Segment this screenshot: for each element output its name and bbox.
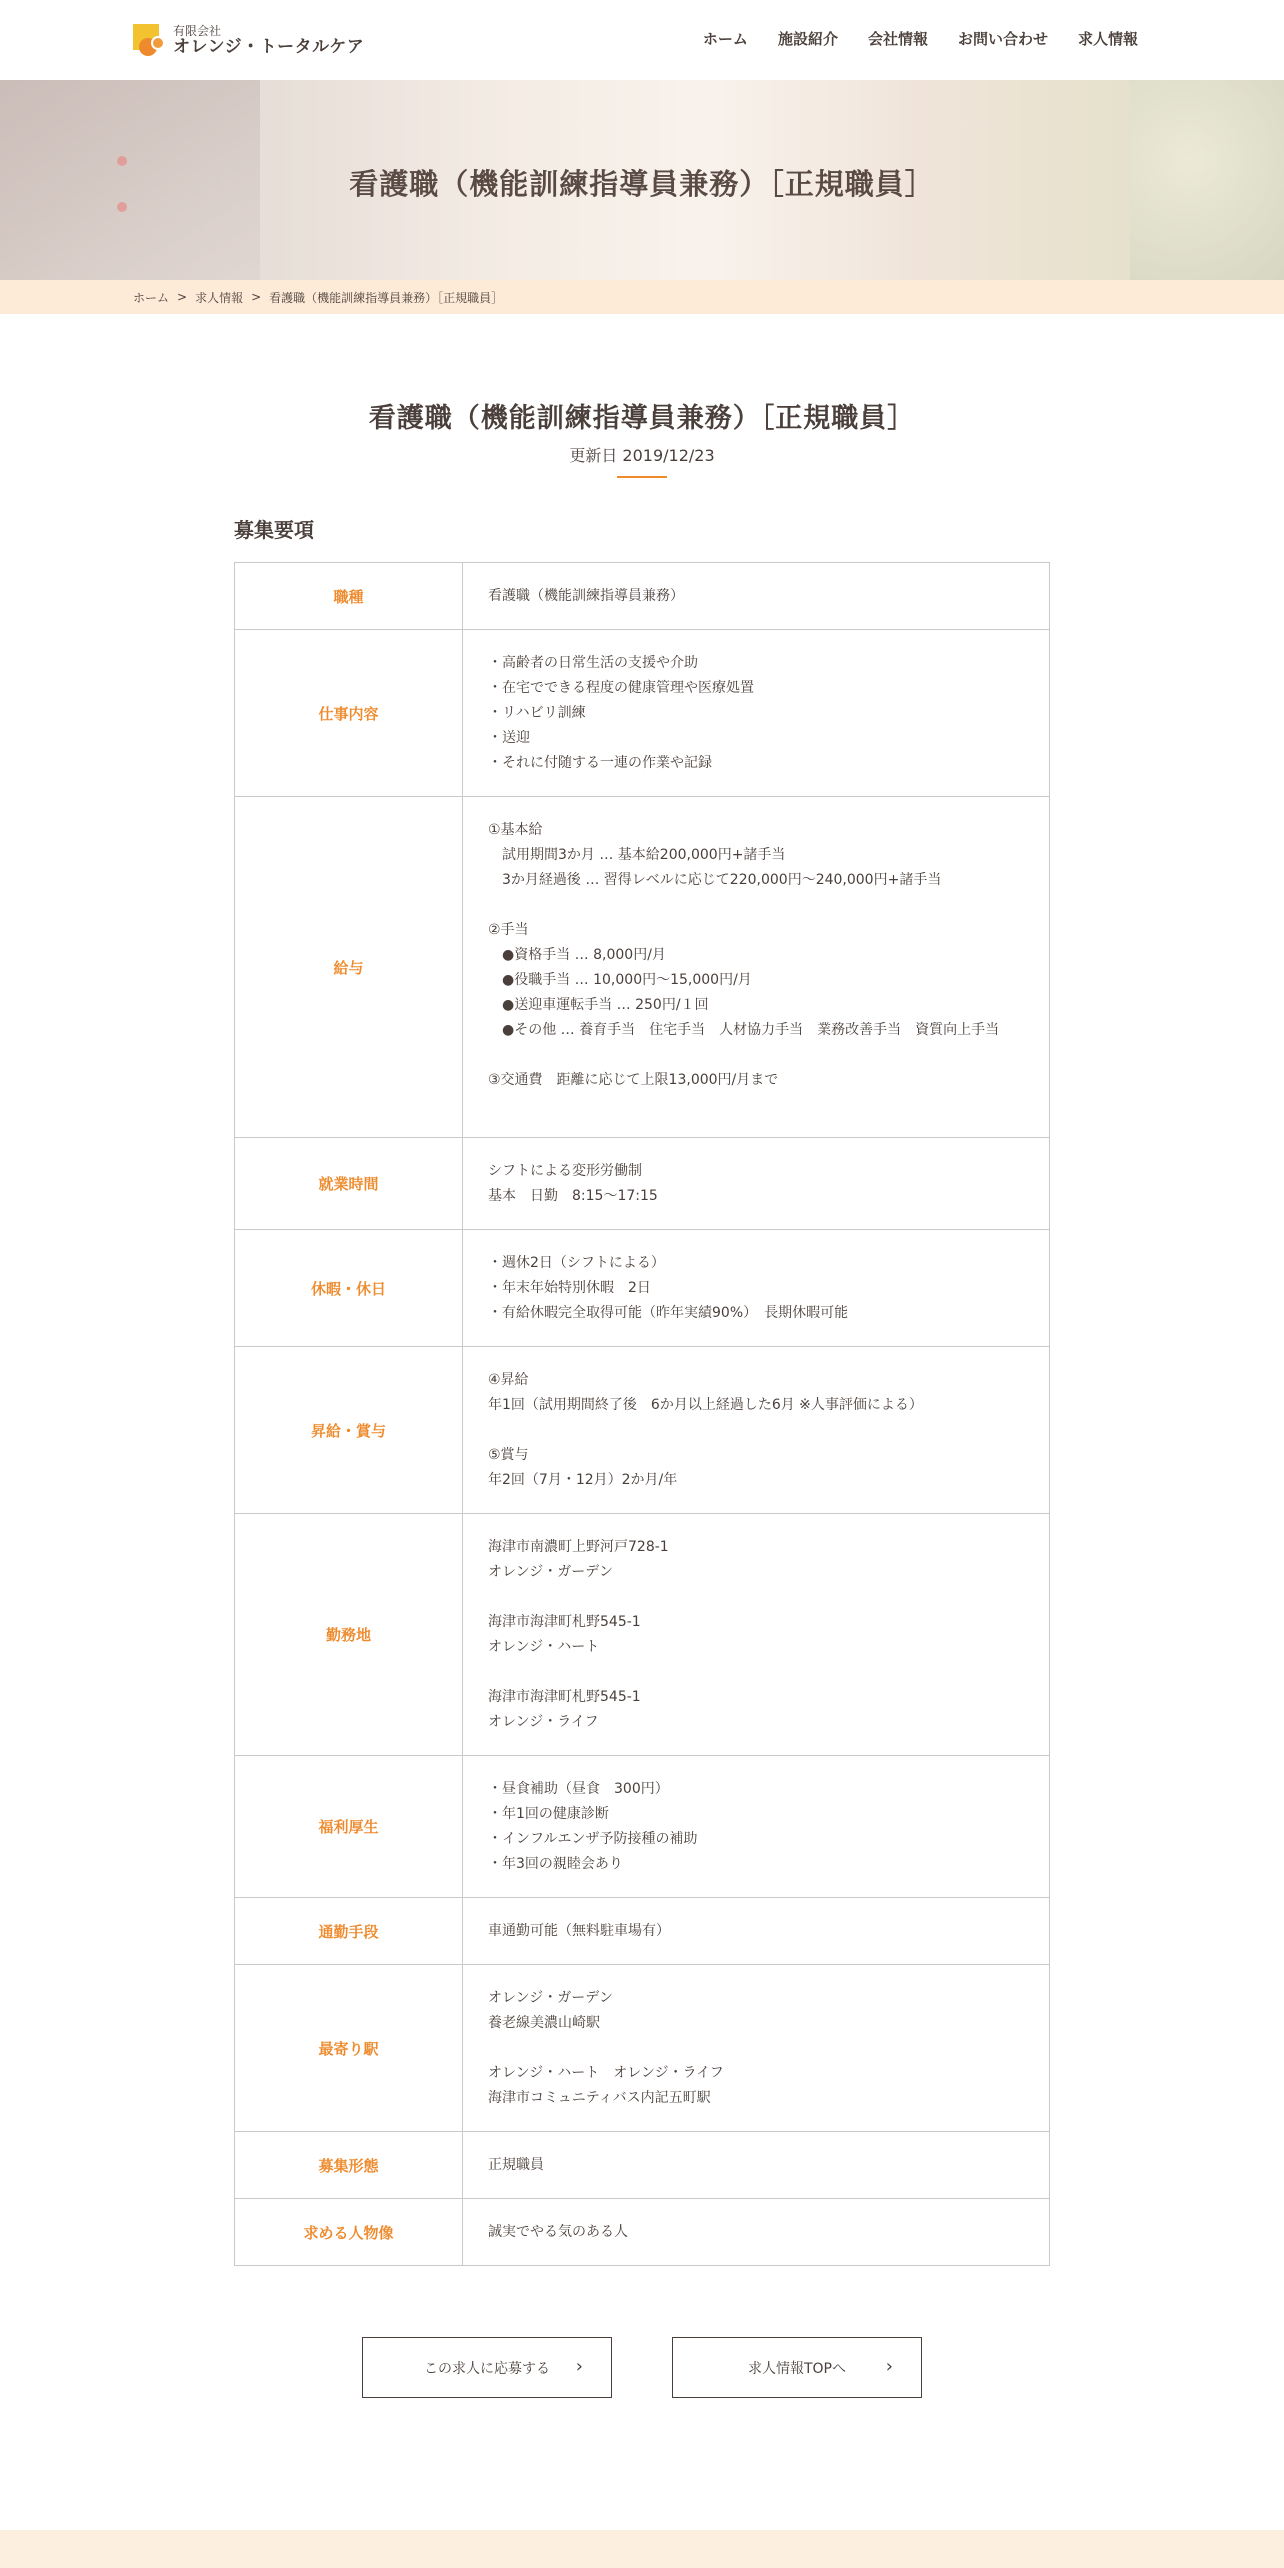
row-value-occupation: 看護職（機能訓練指導員兼務）: [463, 563, 1050, 630]
row-value-employment-type: 正規職員: [463, 2132, 1050, 2199]
row-label-ideal-candidate: 求める人物像: [235, 2199, 463, 2266]
breadcrumb-separator: >: [177, 290, 188, 304]
job-title: 看護職（機能訓練指導員兼務）［正規職員］: [368, 403, 916, 434]
table-row: [235, 2199, 1050, 2266]
nav-contact[interactable]: お問い合わせ: [957, 30, 1048, 48]
table-row: [235, 1898, 1050, 1965]
chevron-right-icon: ›: [575, 2356, 583, 2377]
table-row: [235, 1347, 1050, 1514]
logo-company-type: 有限会社: [173, 24, 222, 39]
nav-home[interactable]: ホーム: [702, 30, 748, 48]
site-header: [0, 0, 1284, 80]
breadcrumb: [0, 280, 1284, 314]
table-row: [235, 1965, 1050, 2132]
job-details-table: [234, 562, 1050, 2266]
row-label-occupation: 職種: [235, 563, 463, 630]
row-label-raise-bonus: 昇給・賞与: [235, 1347, 463, 1514]
row-label-salary: 給与: [235, 797, 463, 1138]
row-label-commute: 通勤手段: [235, 1898, 463, 1965]
breadcrumb-current: 看護職（機能訓練指導員兼務）［正規職員］: [269, 290, 504, 305]
table-row: [235, 630, 1050, 797]
nav-facilities[interactable]: 施設紹介: [777, 30, 838, 48]
jobs-top-button-label: 求人情報TOPへ: [747, 2360, 846, 2377]
row-value-salary: ①基本給 試用期間3か月 … 基本給200,000円+諸手当 3か月経過後 … 習得レベルに応じて220,000円〜240,000円+諸手当 ②手当 ●資格手当 … 8,000円/月 ●役職手当 … 10,000円〜15,000円/月 ●送迎車運転手当 … 250円/１回 ●その他 … 養育手当 住宅手当 人材協力手当 業務改善手当 資質向上手当 ③交通費 距離に応じて上限13,000円/月まで: [463, 797, 1050, 1138]
jobs-top-button[interactable]: [672, 2337, 922, 2398]
site-footer: [0, 2530, 1284, 2568]
hero-title: 看護職（機能訓練指導員兼務）［正規職員］: [349, 167, 935, 201]
row-label-workplace: 勤務地: [235, 1514, 463, 1756]
apply-button[interactable]: [362, 2337, 612, 2398]
orange-logo-icon: [133, 24, 167, 58]
hero-banner: [0, 80, 1284, 280]
row-label-holidays: 休暇・休日: [235, 1230, 463, 1347]
row-value-commute: 車通勤可能（無料駐車場有）: [463, 1898, 1050, 1965]
row-label-hours: 就業時間: [235, 1138, 463, 1230]
row-value-hours: シフトによる変形労働制 基本 日勤 8:15〜17:15: [463, 1138, 1050, 1230]
table-row: [235, 1138, 1050, 1230]
apply-button-label: この求人に応募する: [424, 2360, 550, 2377]
table-row: [235, 1514, 1050, 1756]
logo-company-name: オレンジ・トータルケア: [173, 37, 365, 58]
table-row: [235, 1756, 1050, 1898]
row-value-workplace: 海津市南濃町上野河戸728-1 オレンジ・ガーデン 海津市海津町札野545-1 オレンジ・ハート 海津市海津町札野545-1 オレンジ・ライフ: [463, 1514, 1050, 1756]
table-row: [235, 2132, 1050, 2199]
row-value-holidays: ・週休2日（シフトによる） ・年末年始特別休暇 2日 ・有給休暇完全取得可能（昨年実績90%） 長期休暇可能: [463, 1230, 1050, 1347]
breadcrumb-separator: >: [251, 290, 262, 304]
update-date: 更新日 2019/12/23: [569, 446, 715, 465]
row-value-duties: ・高齢者の日常生活の支援や介助 ・在宅でできる程度の健康管理や医療処置 ・リハビリ訓練 ・送迎 ・それに付随する一連の作業や記録: [463, 630, 1050, 797]
table-row: [235, 1230, 1050, 1347]
breadcrumb-jobs[interactable]: 求人情報: [195, 290, 244, 305]
table-row: [235, 563, 1050, 630]
row-value-nearest-station: オレンジ・ガーデン 養老線美濃山崎駅 オレンジ・ハート オレンジ・ライフ 海津市コミュニティバス内記五町駅: [463, 1965, 1050, 2132]
nav-recruit[interactable]: 求人情報: [1077, 30, 1138, 48]
row-value-ideal-candidate: 誠実でやる気のある人: [463, 2199, 1050, 2266]
site-logo[interactable]: [133, 22, 364, 60]
global-nav: [703, 28, 1138, 49]
nav-company[interactable]: 会社情報: [867, 30, 928, 48]
title-divider: [617, 476, 667, 478]
breadcrumb-home[interactable]: ホーム: [133, 290, 170, 305]
row-label-employment-type: 募集形態: [235, 2132, 463, 2199]
chevron-right-icon: ›: [885, 2356, 893, 2377]
row-value-raise-bonus: ④昇給 年1回（試用期間終了後 6か月以上経過した6月 ※人事評価による） ⑤賞与 年2回（7月・12月）2か月/年: [463, 1347, 1050, 1514]
row-value-benefits: ・昼食補助（昼食 300円） ・年1回の健康診断 ・インフルエンザ予防接種の補助 ・年3回の親睦会あり: [463, 1756, 1050, 1898]
row-label-benefits: 福利厚生: [235, 1756, 463, 1898]
row-label-nearest-station: 最寄り駅: [235, 1965, 463, 2132]
table-row: [235, 797, 1050, 1138]
section-heading: 募集要項: [234, 518, 314, 542]
row-label-duties: 仕事内容: [235, 630, 463, 797]
